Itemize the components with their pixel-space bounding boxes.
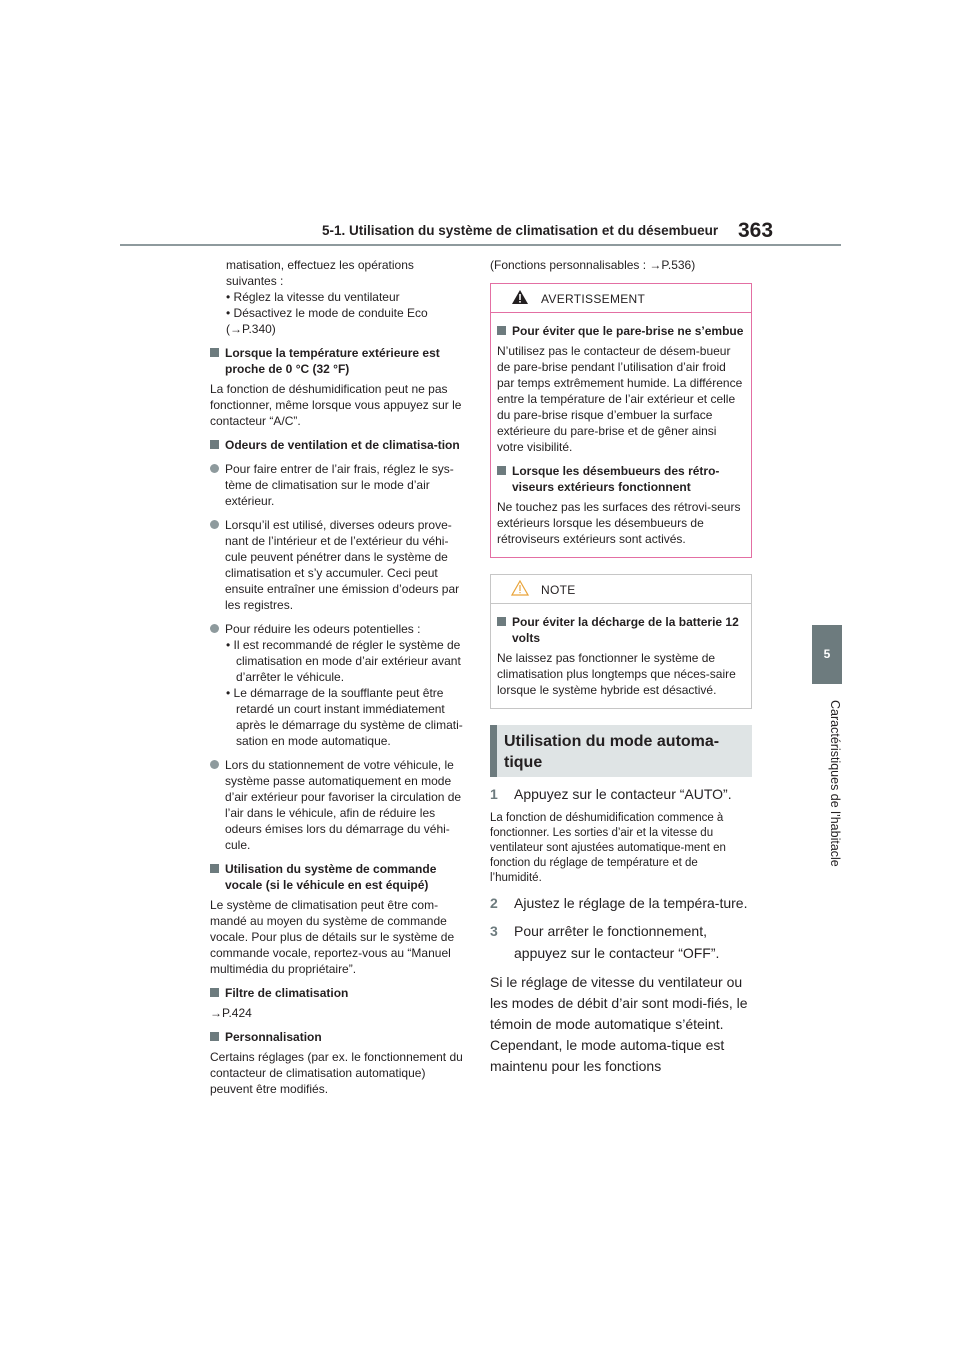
step-2: 2 Ajustez le réglage de la tempéra-ture.	[490, 895, 748, 911]
chapter-tab[interactable]: 5	[812, 625, 842, 684]
caution-icon	[511, 580, 529, 596]
step-1-note: La fonction de déshumidification commence à fonctionner. Les sorties d’air et la vitesse du ventilateur sont ajustées automatique-ment en fonction du réglage de température et de l’humidité.	[490, 812, 726, 884]
step-3: 3 Pour arrêter le fonctionnement, appuyez sur le contacteur “OFF”.	[490, 923, 720, 961]
warning-header	[491, 284, 751, 313]
heading-temperature: Lorsque la température extérieure est proche de 0 °C (32 °F)	[210, 345, 468, 377]
note-label: NOTE	[541, 583, 576, 597]
header-rule	[120, 244, 841, 246]
circle-bullet-icon	[210, 624, 219, 633]
step-1: 1 Appuyez sur le contacteur “AUTO”.	[490, 786, 732, 802]
circle-item-odors: Lorsqu’il est utilisé, diverses odeurs prove-nant de l’intérieur et de l’extérieur du véhi-cule peuvent pénétrer dans le système de climatisation et s’y accumuler. Ceci peut ensuite entraîner une émission d’odeurs par les registres.	[210, 517, 468, 613]
page-number: 363	[738, 219, 774, 242]
bullet-fan-speed: • Réglez la vitesse du ventilateur	[226, 290, 400, 304]
square-bullet-icon	[210, 988, 219, 997]
right-column	[490, 257, 752, 1077]
circle-item-parking: Lors du stationnement de votre véhicule, le système passe automatiquement en mode d’air extérieur pour favoriser la circulation de l’air dans le véhicule, afin de réduire les odeurs émises lors du démarrage du véhi-cule.	[210, 757, 468, 853]
bullet-eco-ref: (→P.340)	[226, 322, 276, 336]
warning-para-windshield: N’utilisez pas le contacteur de désem-bueur de pare-brise pendant l’utilisation d’air froid par temps extrêmement humide. La différence entre la température de l’air extérieur et celle du pare-brise risque d’embuer la surface extérieure du pare-brise et de gêner ainsi votre visibilité.	[497, 344, 743, 454]
left-column	[210, 257, 468, 1097]
link-filter-ref[interactable]: →P.424	[210, 1006, 252, 1020]
circle-bullet-icon	[210, 760, 219, 769]
chapter-label: Caractéristiques de l’habitacle	[828, 700, 842, 867]
bullet-blower-delay: • Le démarrage de la soufflante peut être retardé un court instant immédiatement après le démarrage du système de climati-sation en mode automatique.	[226, 686, 463, 748]
heading-filter: Filtre de climatisation	[210, 985, 468, 1001]
note-para-battery: Ne laissez pas fonctionner le système de climatisation plus longtemps que néces-saire lorsque le système hybride est désactivé.	[497, 651, 736, 697]
circle-bullet-icon	[210, 520, 219, 529]
section-title: 5-1. Utilisation du système de climatisation et du désembueur	[322, 223, 719, 238]
para-temperature: La fonction de déshumidification peut ne pas fonctionner, même lorsque vous appuyez sur le contacteur “A/C”.	[210, 382, 462, 428]
bullet-outside-air: • Il est recommandé de régler le système de climatisation en mode d’air extérieur avant d’arrêter le véhicule.	[226, 638, 461, 684]
section-heading-text: Utilisation du mode automa-tique	[504, 733, 720, 771]
warning-heading-mirrors: Lorsque les désembueurs des rétro-viseurs extérieurs fonctionnent	[497, 463, 745, 495]
square-bullet-icon	[210, 1032, 219, 1041]
note-header	[491, 575, 751, 604]
para-voice: Le système de climatisation peut être com-mandé au moyen du système de commande vocale. Pour plus de détails sur le système de commande vocale, reportez-vous au “Manuel multimédia du propriétaire”.	[210, 898, 455, 976]
bullet-eco-mode: • Désactivez le mode de conduite Eco	[226, 306, 428, 320]
square-bullet-icon	[210, 440, 219, 449]
note-box	[490, 574, 752, 709]
intro-line-2: suivantes :	[226, 274, 284, 288]
warning-heading-windshield: Pour éviter que le pare-brise ne s’embue	[497, 323, 745, 339]
warning-box	[490, 283, 752, 558]
square-bullet-icon	[497, 326, 506, 335]
heading-odors: Odeurs de ventilation et de climatisa-tion	[210, 437, 468, 453]
note-heading-battery: Pour éviter la décharge de la batterie 12 volts	[497, 614, 745, 646]
circle-item-fresh-air: Pour faire entrer de l’air frais, réglez le sys-tème de climatisation sur le mode d’air extérieur.	[210, 461, 468, 509]
warning-para-mirrors: Ne touchez pas les surfaces des rétrovi-seurs extérieurs lorsque les désembueurs de rétroviseurs extérieurs sont activés.	[497, 500, 741, 546]
intro-line-1: matisation, effectuez les opérations	[226, 258, 414, 272]
square-bullet-icon	[210, 348, 219, 357]
section-heading-auto-mode	[490, 725, 752, 777]
custom-functions-ref[interactable]: (Fonctions personnalisables : →P.536)	[490, 258, 696, 272]
heading-personalisation: Personnalisation	[210, 1029, 468, 1045]
para-personalisation: Certains réglages (par ex. le fonctionnement du contacteur de climatisation automatique) peuvent être modifiés.	[210, 1050, 463, 1096]
warning-icon	[511, 289, 529, 305]
circle-item-reduce-odors: Pour réduire les odeurs potentielles :	[210, 621, 468, 637]
warning-label: AVERTISSEMENT	[541, 292, 646, 306]
square-bullet-icon	[497, 466, 506, 475]
square-bullet-icon	[210, 864, 219, 873]
final-paragraph: Si le réglage de vitesse du ventilateur ou les modes de débit d’air sont modi-fiés, le témoin de mode automatique s’éteint. Cependant, le mode automa-tique est maintenu pour les fonctions	[490, 974, 748, 1074]
heading-voice: Utilisation du système de commande vocale (si le véhicule en est équipé)	[210, 861, 468, 893]
circle-bullet-icon	[210, 464, 219, 473]
square-bullet-icon	[497, 617, 506, 626]
